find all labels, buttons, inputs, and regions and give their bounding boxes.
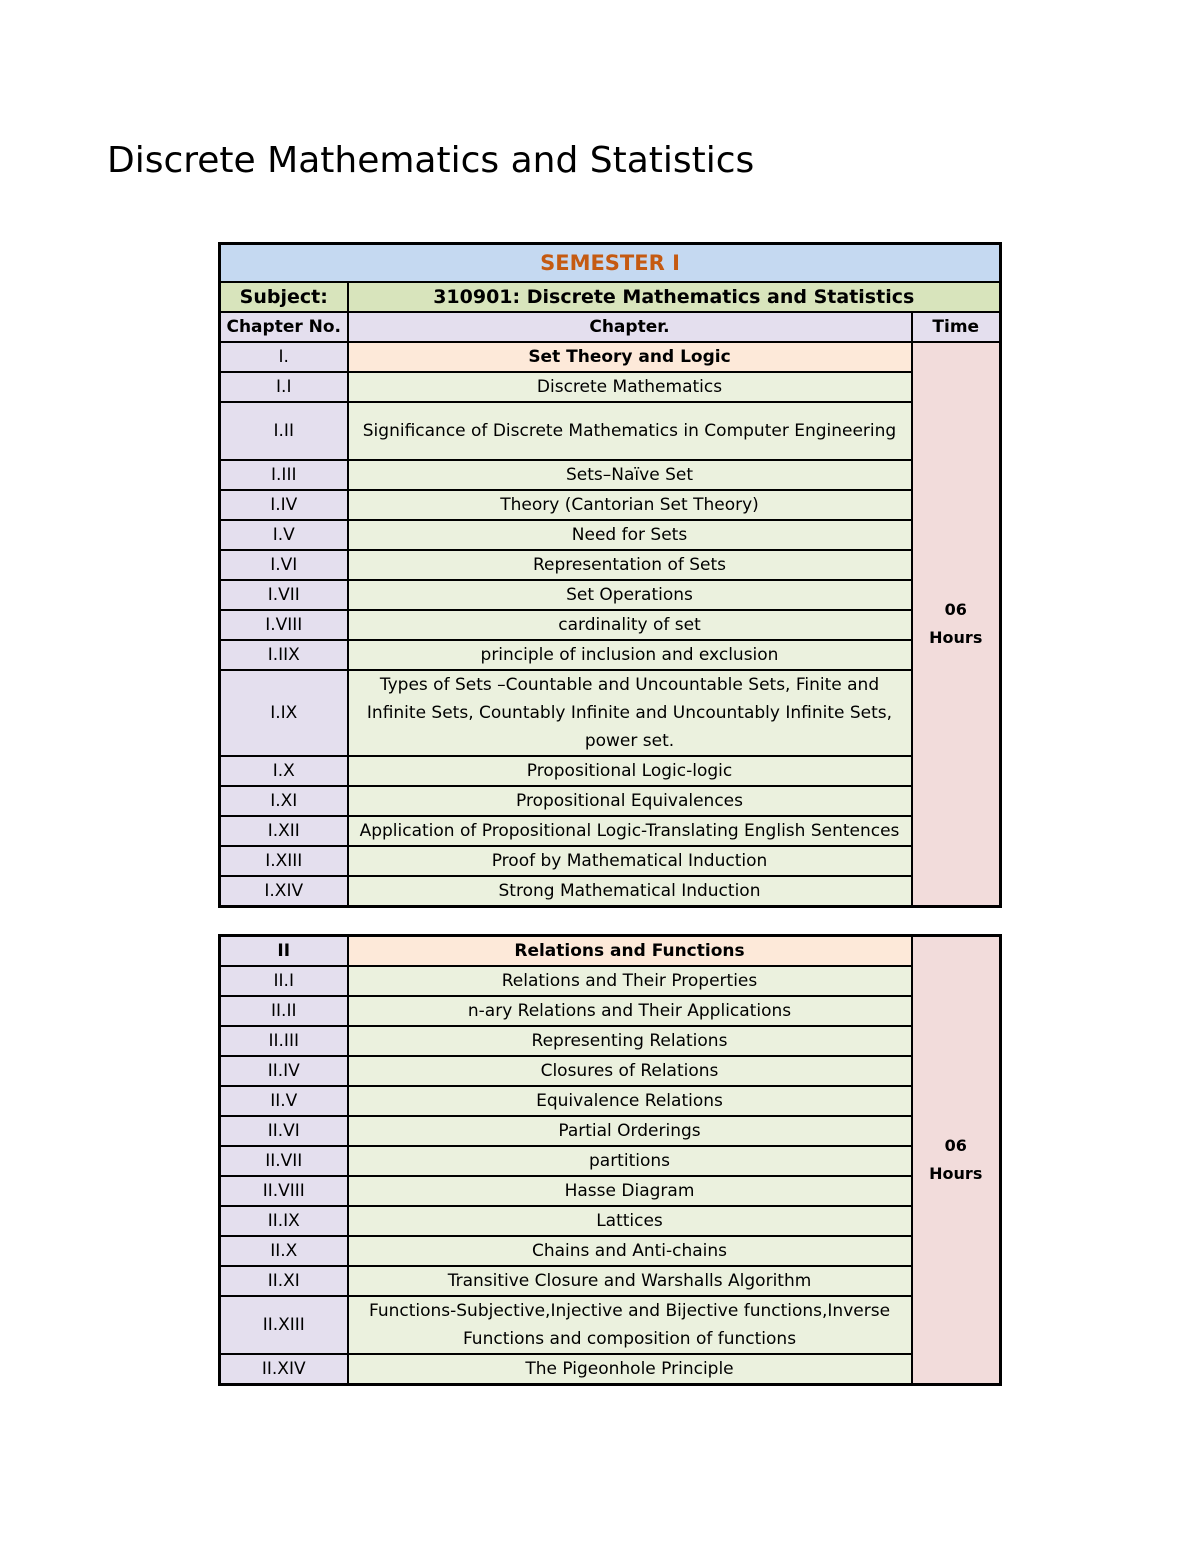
chapter-title: Representation of Sets bbox=[348, 550, 912, 580]
chapter-title: partitions bbox=[348, 1146, 912, 1176]
chapter-number: II.XIII bbox=[220, 1296, 348, 1354]
table-row bbox=[220, 1236, 1001, 1266]
table-row bbox=[220, 756, 1001, 786]
header-chapter: Chapter. bbox=[348, 312, 912, 342]
table-row bbox=[220, 670, 1001, 756]
header-time: Time bbox=[912, 312, 1001, 342]
table-row bbox=[220, 996, 1001, 1026]
chapter-number: I.XI bbox=[220, 786, 348, 816]
chapter-number: II.I bbox=[220, 966, 348, 996]
chapter-number: I.III bbox=[220, 460, 348, 490]
table-row bbox=[220, 1266, 1001, 1296]
section-title: Relations and Functions bbox=[348, 936, 912, 967]
chapter-number: I.VI bbox=[220, 550, 348, 580]
chapter-title: Partial Orderings bbox=[348, 1116, 912, 1146]
table-row bbox=[220, 1086, 1001, 1116]
section-time: 06 Hours bbox=[912, 936, 1001, 1385]
table-row bbox=[220, 786, 1001, 816]
chapter-title: Propositional Equivalences bbox=[348, 786, 912, 816]
unit-two-table bbox=[218, 934, 1002, 1386]
chapter-number: II.XIV bbox=[220, 1354, 348, 1385]
chapter-number: I.IV bbox=[220, 490, 348, 520]
table-row bbox=[220, 490, 1001, 520]
table-row bbox=[220, 1296, 1001, 1354]
table-row bbox=[220, 520, 1001, 550]
chapter-number: I.II bbox=[220, 402, 348, 460]
table-row bbox=[220, 816, 1001, 846]
chapter-number: II.VII bbox=[220, 1146, 348, 1176]
chapter-title: Need for Sets bbox=[348, 520, 912, 550]
chapter-title: Proof by Mathematical Induction bbox=[348, 846, 912, 876]
table-row bbox=[220, 1176, 1001, 1206]
table-row bbox=[220, 966, 1001, 996]
semester-heading: SEMESTER I bbox=[220, 244, 1001, 283]
chapter-title: Lattices bbox=[348, 1206, 912, 1236]
chapter-title: Relations and Their Properties bbox=[348, 966, 912, 996]
table-row bbox=[220, 1146, 1001, 1176]
page-title: Discrete Mathematics and Statistics bbox=[107, 140, 755, 181]
chapter-title: Set Operations bbox=[348, 580, 912, 610]
chapter-number: II.IV bbox=[220, 1056, 348, 1086]
table-row bbox=[220, 1206, 1001, 1236]
chapter-number: I.IIX bbox=[220, 640, 348, 670]
header-chapter-no: Chapter No. bbox=[220, 312, 348, 342]
chapter-title: n-ary Relations and Their Applications bbox=[348, 996, 912, 1026]
chapter-title: Equivalence Relations bbox=[348, 1086, 912, 1116]
chapter-title: Significance of Discrete Mathematics in Computer Engineering bbox=[348, 402, 912, 460]
chapter-title: Sets–Naïve Set bbox=[348, 460, 912, 490]
chapter-number: I.IX bbox=[220, 670, 348, 756]
table-row bbox=[220, 550, 1001, 580]
table-row bbox=[220, 610, 1001, 640]
semester-table bbox=[218, 242, 1002, 908]
chapter-title: Transitive Closure and Warshalls Algorithm bbox=[348, 1266, 912, 1296]
chapter-title: Strong Mathematical Induction bbox=[348, 876, 912, 907]
chapter-number: II.IX bbox=[220, 1206, 348, 1236]
chapter-number: I.I bbox=[220, 372, 348, 402]
table-row bbox=[220, 1026, 1001, 1056]
chapter-title: Application of Propositional Logic-Translating English Sentences bbox=[348, 816, 912, 846]
table-row bbox=[220, 1056, 1001, 1086]
section-number: II bbox=[220, 936, 348, 967]
chapter-number: II.VIII bbox=[220, 1176, 348, 1206]
chapter-number: II.X bbox=[220, 1236, 348, 1266]
table-row bbox=[220, 1354, 1001, 1385]
subject-label: Subject: bbox=[220, 282, 348, 312]
chapter-title: cardinality of set bbox=[348, 610, 912, 640]
table-row bbox=[220, 846, 1001, 876]
section-number: I. bbox=[220, 342, 348, 372]
chapter-number: I.VIII bbox=[220, 610, 348, 640]
chapter-title: Closures of Relations bbox=[348, 1056, 912, 1086]
chapter-title: Propositional Logic-logic bbox=[348, 756, 912, 786]
chapter-title: Chains and Anti-chains bbox=[348, 1236, 912, 1266]
chapter-title: Theory (Cantorian Set Theory) bbox=[348, 490, 912, 520]
chapter-title: The Pigeonhole Principle bbox=[348, 1354, 912, 1385]
table-row bbox=[220, 640, 1001, 670]
chapter-number: I.XII bbox=[220, 816, 348, 846]
chapter-title: Functions-Subjective,Injective and Bijective functions,Inverse Functions and composition of functions bbox=[348, 1296, 912, 1354]
chapter-number: II.VI bbox=[220, 1116, 348, 1146]
chapter-number: I.V bbox=[220, 520, 348, 550]
table-row bbox=[220, 580, 1001, 610]
chapter-number: I.XIV bbox=[220, 876, 348, 907]
chapter-number: II.V bbox=[220, 1086, 348, 1116]
chapter-number: II.III bbox=[220, 1026, 348, 1056]
subject-value: 310901: Discrete Mathematics and Statistics bbox=[348, 282, 1001, 312]
chapter-number: II.II bbox=[220, 996, 348, 1026]
section-time: 06 Hours bbox=[912, 342, 1001, 907]
chapter-title: Discrete Mathematics bbox=[348, 372, 912, 402]
chapter-number: II.XI bbox=[220, 1266, 348, 1296]
table-row bbox=[220, 402, 1001, 460]
chapter-title: Hasse Diagram bbox=[348, 1176, 912, 1206]
table-row bbox=[220, 460, 1001, 490]
section-title: Set Theory and Logic bbox=[348, 342, 912, 372]
chapter-number: I.VII bbox=[220, 580, 348, 610]
chapter-number: I.X bbox=[220, 756, 348, 786]
table-row bbox=[220, 876, 1001, 907]
chapter-title: principle of inclusion and exclusion bbox=[348, 640, 912, 670]
chapter-number: I.XIII bbox=[220, 846, 348, 876]
chapter-title: Types of Sets –Countable and Uncountable Sets, Finite and Infinite Sets, Countably Infinite and Uncountably Infinite Sets, power set. bbox=[348, 670, 912, 756]
table-row bbox=[220, 1116, 1001, 1146]
chapter-title: Representing Relations bbox=[348, 1026, 912, 1056]
table-row bbox=[220, 372, 1001, 402]
